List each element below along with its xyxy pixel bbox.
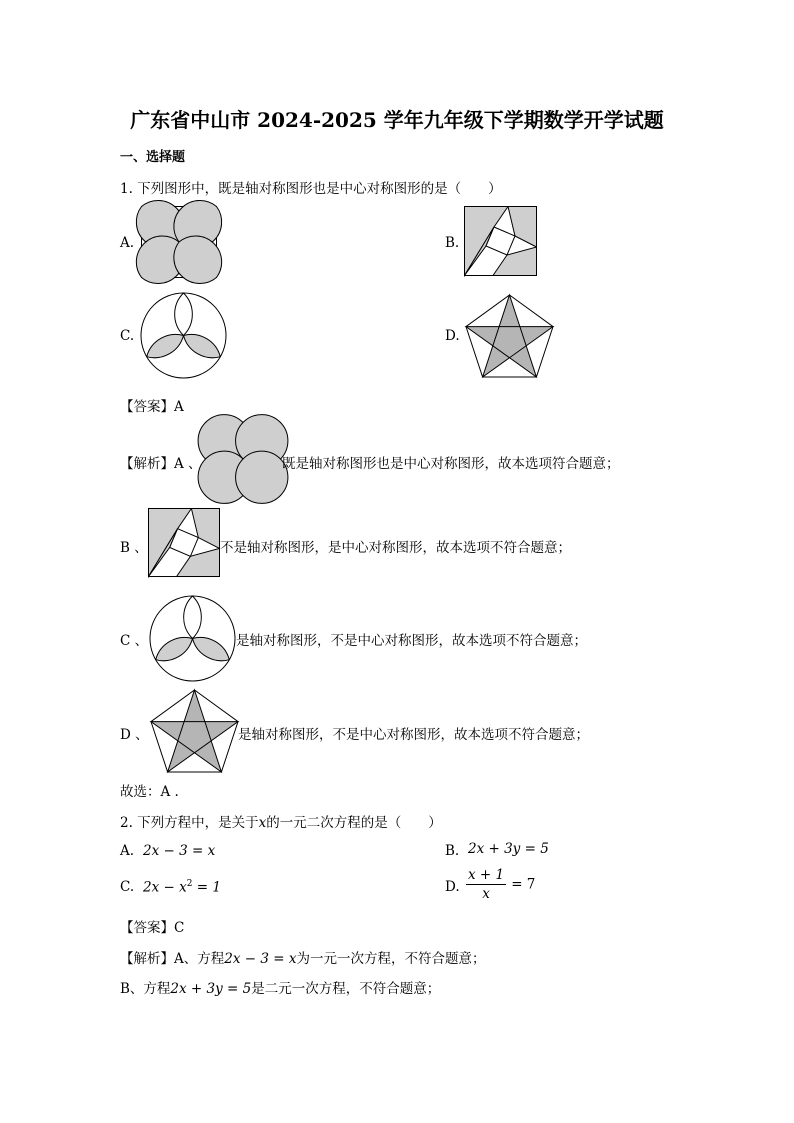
q2-analysis-a-eq: 2x − 3 = x (224, 951, 297, 967)
q2-option-d-numerator: x + 1 (468, 867, 505, 883)
q2-label-c: C. (120, 879, 135, 895)
q2-option-d-fraction (466, 866, 506, 903)
q2-option-b: 2x + 3y = 5 (468, 841, 549, 857)
q1-analysis-a-text: 既是轴对称图形也是中心对称图形，故本选项符合题意； (282, 456, 620, 472)
q1-label-a: A. (120, 235, 135, 251)
section-heading: 一、选择题 (120, 150, 186, 165)
q2-answer: 【答案】C (120, 920, 185, 936)
figure-four-petal-square-small (205, 422, 281, 496)
q2-option-d-tail: = 7 (511, 876, 536, 893)
q1-analysis-b-prefix: B 、 (120, 540, 148, 556)
q2-option-c-base: 2x − x (143, 879, 187, 896)
q2-option-c-exp: 2 (186, 879, 193, 889)
figure-three-petal-circle (140, 292, 227, 379)
q1-stem: 1. 下列图形中，既是轴对称图形也是中心对称图形的是（ ） (120, 181, 502, 197)
q2-stem (120, 811, 442, 831)
q1-analysis-c-prefix: C 、 (120, 633, 149, 649)
q2-analysis-b-eq: 2x + 3y = 5 (170, 981, 252, 997)
q2-analysis-a-post: 为一元一次方程，不符合题意； (296, 951, 486, 967)
q2-option-a: 2x − 3 = x (143, 843, 216, 859)
q2-stem-var: x (258, 815, 267, 831)
figure-pentagram-pentagon (465, 294, 554, 378)
figure-four-petal-square (141, 206, 217, 278)
page-title: 广东省中山市 2024-2025 学年九年级下学期数学开学试题 (130, 108, 664, 132)
q1-conclusion: 故选：A . (120, 784, 179, 800)
q2-label-d: D. (445, 879, 460, 895)
q1-analysis-c-text: 是轴对称图形，不是中心对称图形，故本选项不符合题意； (236, 633, 587, 649)
q2-analysis-a (120, 947, 485, 967)
q1-answer: 【答案】A (120, 399, 184, 415)
q2-label-b: B. (445, 843, 460, 859)
q2-stem-post: 的一元二次方程的是（ ） (266, 815, 442, 831)
q2-option-d (466, 866, 535, 903)
q1-label-c: C. (120, 328, 135, 344)
q2-option-d-denominator: x (482, 886, 490, 902)
q2-option-c (143, 879, 221, 896)
q1-analysis-b-text: 不是轴对称图形，是中心对称图形，故本选项不符合题意； (220, 540, 571, 556)
q2-label-a: A. (120, 843, 135, 859)
q2-analysis-a-pre: 【解析】A、方程 (120, 951, 225, 967)
q2-analysis-b (120, 977, 440, 997)
figure-three-petal-circle-small (149, 595, 236, 682)
figure-pinwheel-square-small (148, 507, 220, 578)
figure-pinwheel-square (464, 206, 537, 276)
q1-analysis-d-prefix: D 、 (120, 727, 149, 743)
figure-pentagram-pentagon-small (150, 689, 239, 773)
q2-analysis-b-post: 是二元一次方程，不符合题意； (251, 981, 441, 997)
q2-option-c-tail: = 1 (192, 879, 221, 896)
q2-stem-pre: 2. 下列方程中，是关于 (120, 815, 259, 831)
q2-analysis-b-pre: B、方程 (120, 981, 171, 997)
q1-label-d: D. (445, 328, 460, 344)
q1-analysis-a-prefix: 【解析】A 、 (120, 456, 202, 472)
q1-label-b: B. (445, 235, 460, 251)
q1-analysis-d-text: 是轴对称图形，不是中心对称图形，故本选项不符合题意； (238, 727, 589, 743)
